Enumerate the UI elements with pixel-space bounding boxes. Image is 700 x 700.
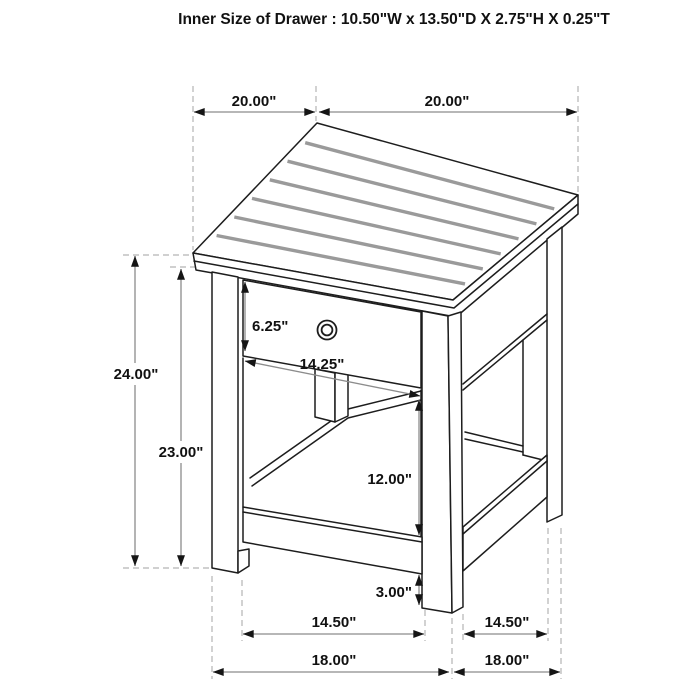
dim-label-side-overall: 18.00"	[484, 652, 530, 669]
dim-label-under-top: 23.00"	[158, 444, 204, 461]
dim-label-top-width-left: 20.00"	[231, 93, 277, 110]
diagram-title: Inner Size of Drawer : 10.50"W x 13.50"D X 2.75"H X 0.25"T	[178, 11, 610, 28]
front-left-leg-side	[238, 549, 249, 573]
front-right-leg	[422, 311, 463, 613]
dim-label-front-leg-spacing: 14.50"	[311, 614, 357, 631]
dim-label-drawer-height: 6.25"	[252, 318, 289, 335]
through-structure-right	[465, 340, 547, 461]
back-right-leg	[547, 227, 562, 522]
center-support-post	[315, 369, 348, 422]
shelf-front-rail	[243, 507, 422, 574]
front-opening	[243, 358, 421, 537]
dim-label-overall-height: 24.00"	[113, 366, 159, 383]
dim-label-bottom-clearance: 3.00"	[375, 584, 412, 601]
dim-label-front-overall: 18.00"	[311, 652, 357, 669]
dim-label-side-leg-spacing: 14.50"	[484, 614, 530, 631]
dim-label-top-width-right: 20.00"	[424, 93, 470, 110]
right-side-apron	[463, 314, 547, 390]
dim-label-shelf-clearance: 12.00"	[367, 471, 412, 488]
dim-label-drawer-width: 14.25"	[299, 356, 345, 373]
right-shelf-rail	[463, 455, 547, 571]
